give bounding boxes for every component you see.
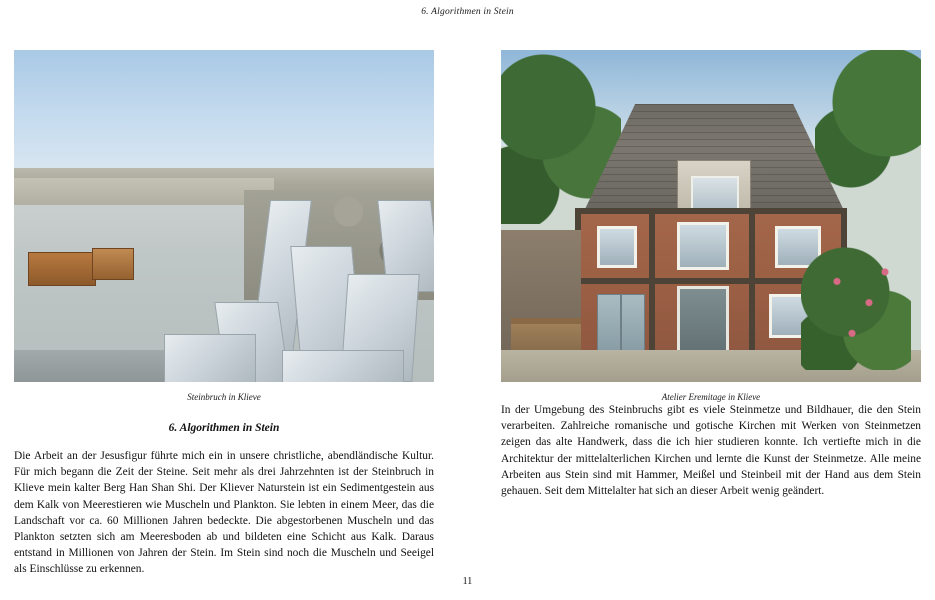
right-column xyxy=(501,50,921,589)
left-column-body-text: Die Arbeit an der Jesusfigur führte mich ein in unsere christliche, abendländische Kultur. Für mich begann die Zeit der Steine. Seit mehr als drei Jahrzehnten ist der Steinbruch in Klieve mein kalter Berg Han Shan Shi. Der Kliever Naturstein ist ein Sedimentgestein aus dem Kalk von Meerestieren wie Muscheln und Plankton. Sie lebten in einem Meer, das die Landschaft vor ca. 60 Millionen Jahren bedeckte. Die abgestorbenen Muscheln und das Plankton setzten sich am Meeresboden ab und bildeten eine Schicht aus Kalk. Daraus entstand in Millionen von Jahren der Stein. Im Stein sind noch die Muscheln und Seeigel als Einschlüsse zu erkennen. xyxy=(14,450,434,576)
atelier-beam-top xyxy=(575,208,847,214)
quarry-rusty-block-2 xyxy=(92,248,134,280)
quarry-rusty-block-1 xyxy=(28,252,96,286)
running-head: 6. Algorithmen in Stein xyxy=(421,7,514,17)
atelier-post-2 xyxy=(649,208,655,364)
quarry-stone-slab-5 xyxy=(164,334,256,382)
quarry-stone-slab-7 xyxy=(282,350,404,382)
right-column-body-text: In der Umgebung des Steinbruchs gibt es viele Steinmetze und Bildhauer, die den Stein verarbeiten. Zahlreiche romanische und gotische Kirchen mit Werken von Steinmetzen zeigen das alte Handwerk, dass die ich hier studieren konnte. Ich vertiefte mich in die Architektur der mittelalterlichen Kirchen und lernte die Kunst der Steinmetze. Alle meine Arbeiten aus Stein sind mit Hammer, Meißel und Steinbeil mit der Hand aus dem Stein gehauen. Seit dem Mittelalter hat sich an dieser Arbeit wenig geändert. xyxy=(501,404,921,497)
figure-atelier xyxy=(501,50,921,402)
page-columns xyxy=(0,50,935,589)
atelier-post-3 xyxy=(749,208,755,364)
quarry-sky xyxy=(14,50,434,180)
page-number: 11 xyxy=(462,576,473,587)
section-title: 6. Algorithmen in Stein xyxy=(168,422,280,434)
atelier-window-upper-center xyxy=(677,222,729,270)
quarry-photo-image xyxy=(14,50,434,382)
atelier-photo-image xyxy=(501,50,921,382)
atelier-window-upper-left xyxy=(597,226,637,268)
atelier-rose-blossoms xyxy=(807,246,907,364)
left-column xyxy=(14,50,434,589)
figure-quarry xyxy=(14,50,434,402)
figure-caption-right: Atelier Eremitage in Klieve xyxy=(661,392,761,402)
atelier-tree-right xyxy=(815,50,921,192)
figure-caption-left: Steinbruch in Klieve xyxy=(187,392,261,402)
